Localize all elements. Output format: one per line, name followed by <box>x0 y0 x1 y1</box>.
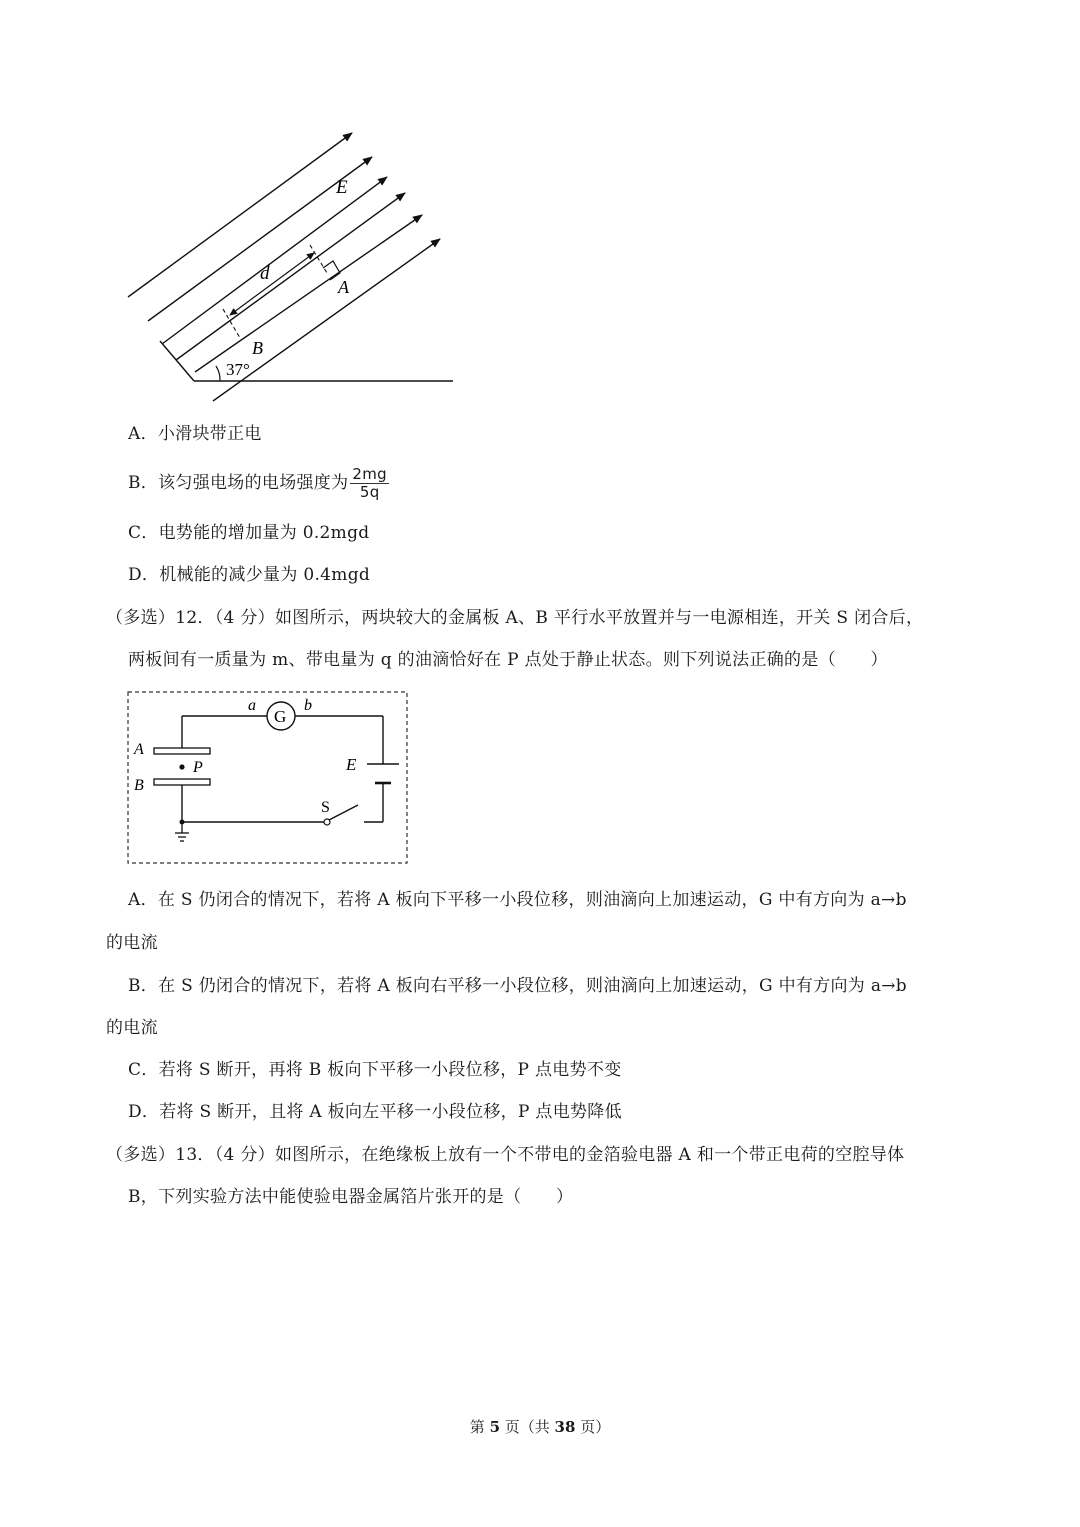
terminal-b-label: b <box>304 697 312 714</box>
footer-middle: 页（共 <box>500 1418 555 1436</box>
q11-option-b <box>128 466 389 501</box>
current-page-number: 5 <box>489 1418 500 1436</box>
field-strength-fraction <box>350 466 389 501</box>
q12-option-c: C．若将 S 断开，再将 B 板向下平移一小段位移，P 点电势不变 <box>128 1060 622 1080</box>
q12-stem-line2: 两板间有一质量为 m、带电量为 q 的油滴恰好在 P 点处于静止状态。则下列说法正确的是（ ） <box>128 650 888 670</box>
q11-option-a: A．小滑块带正电 <box>128 424 262 444</box>
page-footer <box>0 1416 1080 1437</box>
point-p-label: P <box>193 759 203 776</box>
total-pages-number: 38 <box>554 1418 576 1436</box>
incline-field-figure <box>120 125 465 410</box>
switch-label: S <box>321 799 330 816</box>
plate-a-label: A <box>134 741 144 758</box>
q11-option-d: D．机械能的减少量为 0.4mgd <box>128 565 371 585</box>
switch-blade <box>329 805 358 820</box>
angle-label: 37° <box>226 360 250 379</box>
fraction-denominator: 5q <box>359 483 380 501</box>
footer-suffix: 页） <box>575 1418 611 1436</box>
distance-label: d <box>260 263 270 284</box>
capacitor-circuit-figure <box>126 690 410 866</box>
galvanometer-label: G <box>274 707 287 726</box>
footer-prefix: 第 <box>469 1418 490 1436</box>
q12-stem-line1: （多选）12．（4 分）如图所示，两块较大的金属板 A、B 平行水平放置并与一电源相连，开关 S 闭合后， <box>106 608 924 628</box>
field-line <box>128 133 352 297</box>
point-b-label: B <box>252 338 263 358</box>
q12-option-a-line2: 的电流 <box>106 933 158 953</box>
dashed-line-a <box>310 245 327 273</box>
plate-b-label: B <box>134 777 144 794</box>
terminal-a-label: a <box>248 697 256 714</box>
point-a-label: A <box>338 277 349 297</box>
field-label: E <box>336 177 348 198</box>
q12-option-b-line1: B．在 S 仍闭合的情况下，若将 A 板向右平移一小段位移，则油滴向上加速运动，G 中有方向为 a→b <box>128 976 907 996</box>
angle-arc <box>216 366 220 381</box>
fraction-numerator: 2mg <box>352 465 387 483</box>
q13-stem-line2: B，下列实验方法中能使验电器金属箔片张开的是（ ） <box>128 1187 574 1207</box>
plate-b <box>154 779 210 785</box>
q12-option-b-line2: 的电流 <box>106 1018 158 1038</box>
q11-option-b-text: B．该匀强电场的电场强度为 <box>128 473 349 493</box>
oil-drop-p <box>179 764 184 769</box>
q13-stem-line1: （多选）13．（4 分）如图所示，在绝缘板上放有一个不带电的金箔验电器 A 和一个带正电荷的空腔导体 <box>106 1145 905 1165</box>
field-line <box>162 177 387 344</box>
q12-option-d: D．若将 S 断开，且将 A 板向左平移一小段位移，P 点电势降低 <box>128 1102 622 1122</box>
q11-option-c: C．电势能的增加量为 0.2mgd <box>128 523 370 543</box>
q12-option-a-line1: A．在 S 仍闭合的情况下，若将 A 板向下平移一小段位移，则油滴向上加速运动，G 中有方向为 a→b <box>128 890 907 910</box>
plate-a <box>154 748 210 754</box>
field-line <box>176 193 405 360</box>
source-label: E <box>346 755 357 774</box>
incline-surface <box>160 341 194 381</box>
